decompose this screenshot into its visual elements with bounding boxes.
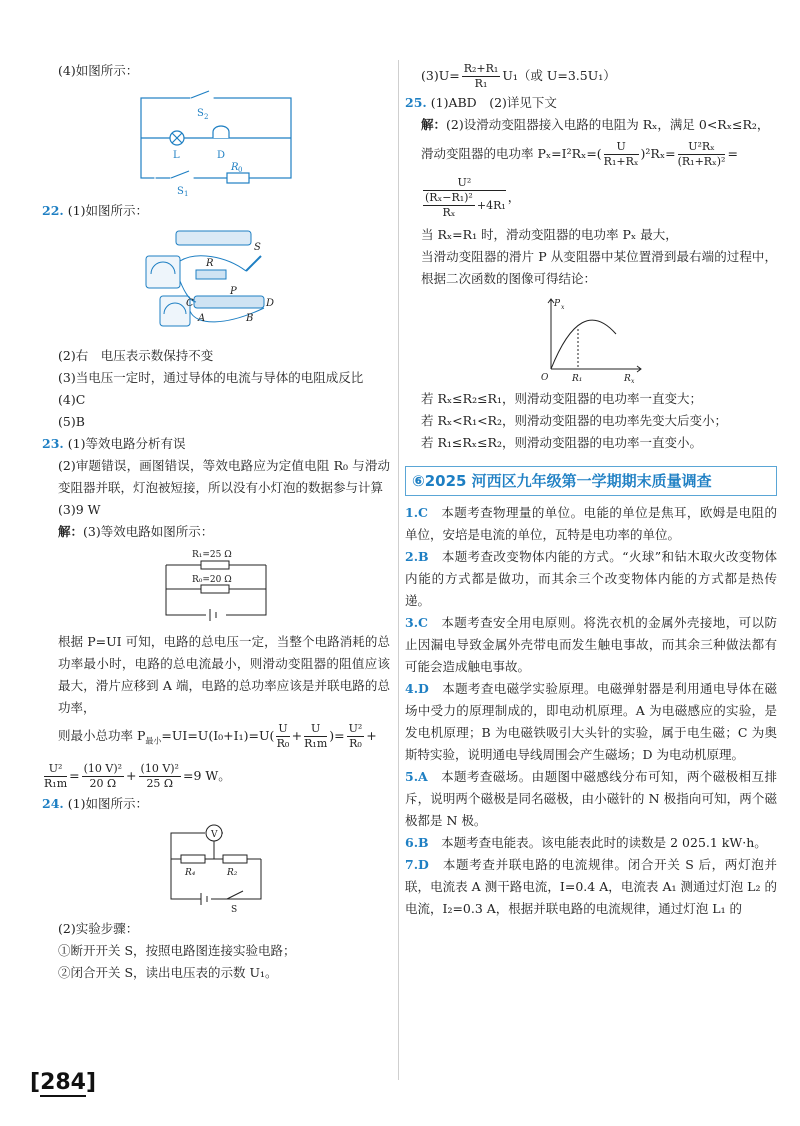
answer-line: 若 R₁≤Rₓ≤R₂，则滑动变阻器的电功率一直变小。	[421, 435, 702, 450]
answer-text: 本题考查并联电路的电流规律。闭合开关 S 后，两灯泡并联，电流表 A 测干路电流，I=0.4 A，电流表 A₁ 测通过灯泡 L₂ 的电流，I₂=0.3 A，根据并联电路的电流规律，通过灯泡 L₁ 的	[405, 857, 777, 916]
answer-line: (4)C	[58, 392, 86, 407]
answer-line: (2)实验步骤：	[58, 920, 139, 936]
label-rx-sub: x	[631, 378, 635, 384]
formula-part: 则最小总功率 P	[58, 728, 146, 743]
formula-part: ，	[507, 189, 521, 205]
label-d: D	[217, 150, 226, 161]
answer-paragraph: 根据 P=UI 可知，电路的总电压一定，当整个电路消耗的总功率最小时，电路的总电流最小，则滑动变阻器的阻值应该最大，滑片应移到 A 端，电路的总功率应该是并联电路的总功率，	[58, 634, 390, 715]
answer-line: (2)设滑动变阻器接入电路的电阻为 Rₓ，满足 0<Rₓ≤R₂，	[446, 117, 770, 132]
formula-sub: 最小	[145, 736, 162, 746]
formula-line	[405, 136, 777, 172]
formula-part: )²Rₓ=	[640, 146, 676, 161]
equivalent-circuit-23	[156, 547, 276, 627]
answer-line: (3)等效电路如图所示：	[83, 524, 214, 539]
answer-line: (1)如图所示：	[67, 203, 148, 218]
fraction: $\frac{\text{(10 V)²}}{20 \Omega}$	[83, 761, 123, 790]
formula-part: U₁（或 U=3.5U₁）	[502, 68, 616, 83]
answer-item	[405, 612, 777, 678]
answer-text: 本题考查电磁学实验原理。电磁弹射器是利用通电导体在磁场中受力的原理制成的，即电动机原理。A 为电磁感应的实验，是发电机原理；B 为电磁铁吸引大头针的实验，属于电生磁；C 为奥斯特实验，说明通电导线周围会产生磁场；D 为电动机原理。	[405, 681, 777, 762]
solution-label: 解：	[421, 117, 447, 132]
fraction: $\frac{\text{R₂+R₁}}{\text{R₁}}$	[463, 62, 499, 90]
fraction: $\frac{\text{(10 V)²}}{25 \Omega}$	[140, 761, 179, 790]
answer-line: (1)ABD (2)详见下文	[430, 95, 557, 110]
fraction: $\frac{U}{\text{R₁m}}$	[304, 722, 328, 750]
label-r0b: R₀=20 Ω	[192, 575, 232, 585]
label-c: C	[186, 298, 194, 309]
answer-line: (4)如图所示：	[58, 63, 139, 78]
answer-item	[405, 678, 777, 766]
fraction: $\frac{\text{U²}}{\text{R₁m}}$	[44, 761, 68, 790]
answer-line: 若 Rₓ≤R₂≤R₁，则滑动变阻器的电功率一直变大；	[421, 391, 702, 406]
label-px-sub: x	[561, 304, 565, 311]
formula-part: 滑动变阻器的电功率 Pₓ=I²Rₓ=(	[421, 146, 602, 161]
label-s1-sub: 1	[184, 190, 189, 196]
answer-line: ②闭合开关 S，读出电压表的示数 U₁。	[58, 964, 278, 980]
solution-label: 解：	[58, 524, 84, 539]
question-number: 23.	[42, 436, 64, 451]
answer-text: 本题考查电能表。该电能表此时的读数是 2 025.1 kW·h。	[441, 835, 767, 850]
answer-key: 2.B	[405, 549, 429, 564]
left-column	[42, 60, 390, 984]
answer-line: (2)右 电压表示数保持不变	[58, 348, 214, 363]
label-rx-axis: R	[624, 374, 631, 384]
formula-part: =	[727, 146, 738, 161]
label-s: S	[254, 242, 261, 253]
answer-key: 6.B	[405, 835, 429, 850]
label-r0: R	[231, 162, 239, 173]
answer-item	[405, 502, 777, 546]
fraction: $\frac{\text{U²Rₓ}}{\text{(R₁+Rₓ)²}}$	[677, 140, 726, 168]
question-number: 25.	[405, 95, 427, 110]
formula-line: $\frac{\text{U²}}{\text{R₁m}}$ = $\frac{\text{(10 V)²}}{20 \Omega}$ + $\frac{\text{(10 V)²}}{25 \Omega}$ =9 W。	[44, 761, 231, 790]
label-origin: O	[541, 373, 549, 383]
answer-line: (3)9 W	[58, 502, 101, 517]
label-px: P	[554, 299, 561, 309]
power-curve-graph	[536, 294, 646, 384]
fraction: $\frac{U}{\text{R₀}}$	[276, 722, 290, 750]
answer-paragraph: 当滑动变阻器的滑片 P 从变阻器中某位置滑到最右端的过程中，根据二次函数的图像可得结论：	[421, 249, 777, 286]
answer-line: (1)等效电路分析有误	[67, 436, 186, 451]
page-number-value: 284	[40, 1070, 86, 1095]
question-number: 24.	[42, 795, 64, 811]
label-r2: R₂	[227, 867, 238, 878]
answer-line: 当 Rₓ=R₁ 时，滑动变阻器的电功率 Pₓ 最大，	[421, 227, 678, 242]
circuit-diagram-24	[161, 819, 271, 914]
answer-item	[405, 546, 777, 612]
answer-line: (1)如图所示：	[67, 795, 148, 811]
label-r: R	[206, 258, 214, 269]
answer-item	[405, 854, 777, 920]
right-column	[405, 60, 777, 920]
answer-key: 7.D	[405, 857, 429, 872]
answer-text: 本题考查磁场。由题图中磁感线分布可知，两个磁极相互排斥，说明两个磁极是同名磁极，由小磁针的 N 极指向可知，两个磁极都是 N 极。	[405, 769, 777, 828]
formula-part: (3)U=	[421, 68, 460, 83]
answer-text: 本题考查改变物体内能的方式。“火球”和钻木取火改变物体内能的方式都是做功，而其余三个改变物体内能的方式都是热传递。	[405, 549, 777, 608]
section-heading: ⑥2025 河西区九年级第一学期期末质量调查	[405, 466, 777, 496]
formula-part: =9 W。	[182, 767, 231, 783]
fraction: $\frac{U}{\text{R₁+Rₓ}}$	[603, 140, 639, 168]
answer-line: (3)当电压一定时，通过导体的电流与导体的电阻成反比	[58, 370, 364, 385]
circuit-diagram-21	[131, 86, 301, 196]
formula-line: 则最小总功率 $P_{最小}=UI=U(I_0+I_1)=U$( $\frac{U}{\text{R₀}}$ + $\frac{U}{\text{R₁m}}$ )= $\frac{\text{U²}}{\text{R₀}}$ +	[58, 722, 377, 750]
label-a: A	[198, 313, 206, 324]
answer-text: 本题考查安全用电原则。将洗衣机的金属外壳接地，可以防止因漏电导致金属外壳带电而发生触电事故，而其余三种做法都有可能会造成触电事故。	[405, 615, 777, 674]
answer-line: ①断开开关 S，按照电路图连接实验电路；	[58, 942, 296, 958]
label-s1: S	[177, 186, 184, 196]
apparatus-diagram-22	[136, 226, 296, 341]
answer-text: 本题考查物理量的单位。电能的单位是焦耳，欧姆是电阻的单位，安培是电流的单位，瓦特是电功率的单位。	[405, 505, 777, 542]
fraction-compound: U² $\frac{\text{(Rₓ−R₁)²}}{\text{Rₓ}}$ +4R₁	[425, 176, 506, 219]
answer-item	[405, 832, 777, 854]
answer-line: 若 Rₓ<R₁<R₂，则滑动变阻器的电功率先变大后变小；	[421, 413, 727, 428]
label-b: B	[246, 313, 254, 324]
answer-line: (5)B	[58, 414, 85, 429]
label-r1: R₁=25 Ω	[192, 550, 232, 560]
label-l: L	[173, 150, 180, 161]
label-r4: R₄	[185, 867, 196, 878]
label-s2: S	[197, 108, 204, 119]
column-divider	[398, 60, 399, 1080]
answer-key: 3.C	[405, 615, 428, 630]
label-s24: S	[231, 904, 238, 914]
answer-item	[405, 766, 777, 832]
page-number: [284]	[30, 1070, 97, 1095]
label-s2-sub: 2	[204, 113, 209, 121]
formula-line	[405, 60, 777, 92]
label-v: V	[211, 829, 218, 840]
label-r1-axis: R₁	[572, 374, 583, 384]
answer-key: 5.A	[405, 769, 428, 784]
formula-line	[405, 176, 777, 220]
label-d2: D	[266, 298, 275, 309]
fraction: $\frac{\text{U²}}{\text{R₀}}$	[348, 722, 363, 750]
formula-part: =UI=U(I₀+I₁)=U(	[161, 728, 275, 743]
answer-key: 4.D	[405, 681, 429, 696]
answer-key: 1.C	[405, 505, 428, 520]
label-r0-sub: 0	[238, 166, 243, 174]
question-number: 22.	[42, 203, 64, 218]
formula-part: )=	[329, 728, 345, 743]
label-p: P	[230, 286, 237, 297]
answer-paragraph: (2)审题错误，画图错误，等效电路应为定值电阻 R₀ 与滑动变阻器并联，灯泡被短接，所以没有小灯泡的数据参与计算	[58, 458, 390, 495]
